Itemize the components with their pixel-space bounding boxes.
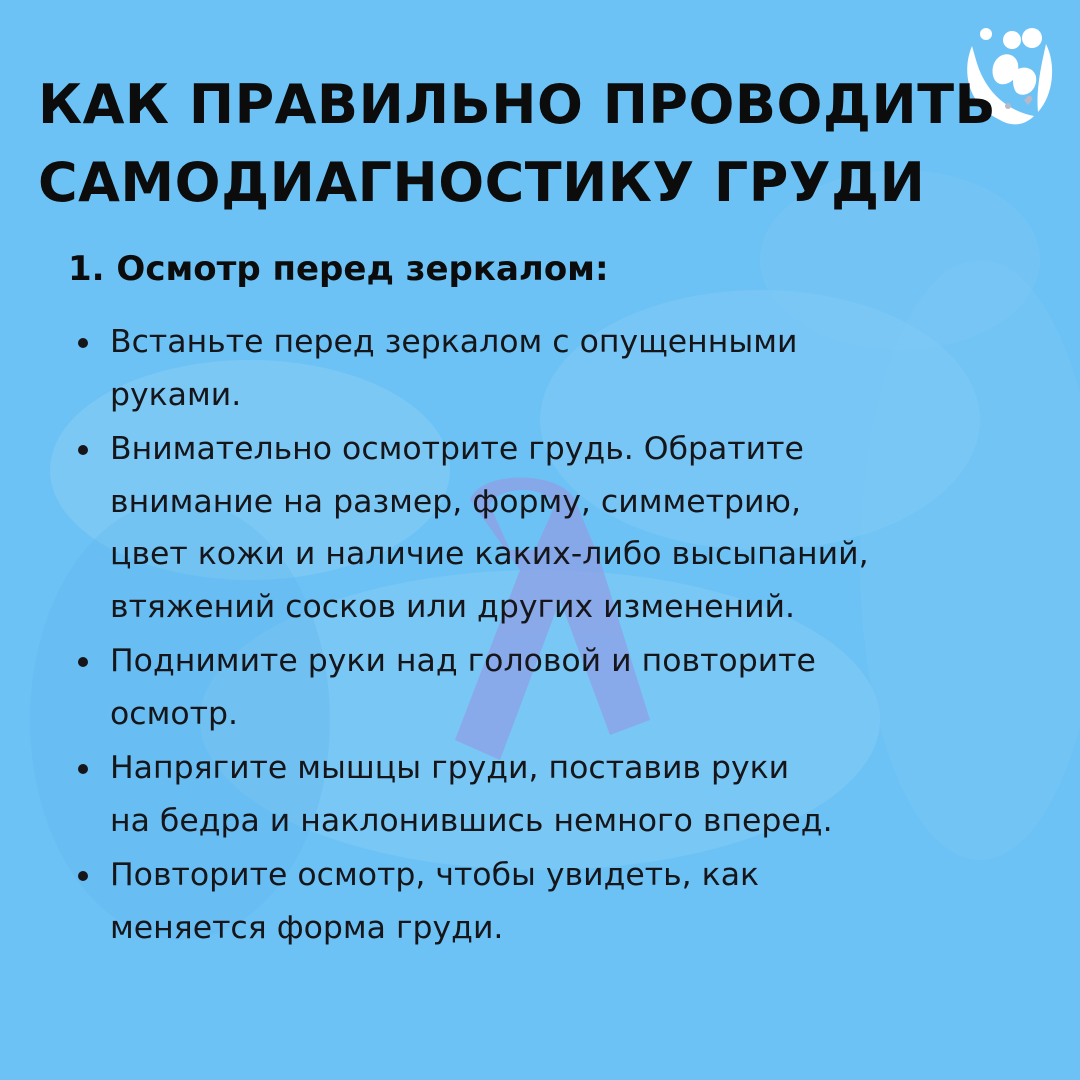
title-line: САМОДИАГНОСТИКУ ГРУДИ xyxy=(38,151,926,214)
list-item xyxy=(66,316,996,421)
list-item-line: руками. xyxy=(110,376,242,413)
list-item-line: на бедра и наклонившись немного вперед. xyxy=(110,802,833,839)
bullet-icon xyxy=(78,657,88,667)
list-item-line: внимание на размер, форму, симметрию, xyxy=(110,483,801,520)
page-title xyxy=(38,66,998,222)
list-item-line: меняется форма груди. xyxy=(110,909,504,946)
list-item-line: Повторите осмотр, чтобы увидеть, как xyxy=(110,857,760,893)
list-item xyxy=(66,423,996,633)
title-line: КАК ПРАВИЛЬНО ПРОВОДИТЬ xyxy=(38,73,997,136)
bullet-icon xyxy=(78,338,88,348)
list-item-line: Внимательно осмотрите грудь. Обратите xyxy=(110,431,804,467)
bullet-icon xyxy=(78,871,88,881)
bullet-icon xyxy=(78,445,88,455)
list-item-line: Напрягите мышцы груди, поставив руки xyxy=(110,750,790,786)
bullet-icon xyxy=(78,764,88,774)
list-item-line: цвет кожи и наличие каких-либо высыпаний, xyxy=(110,536,869,572)
list-item-line: Встаньте перед зеркалом с опущенными xyxy=(110,324,798,360)
list-item xyxy=(66,635,996,740)
list-item-line: втяжений сосков или других изменений. xyxy=(110,588,796,625)
list-item-line: Поднимите руки над головой и повторите xyxy=(110,643,816,679)
list-item xyxy=(66,742,996,847)
section-heading: 1. Осмотр перед зеркалом: xyxy=(68,249,609,289)
list-item-line: осмотр. xyxy=(110,695,238,732)
list-item xyxy=(66,849,996,954)
instruction-list xyxy=(66,316,996,956)
